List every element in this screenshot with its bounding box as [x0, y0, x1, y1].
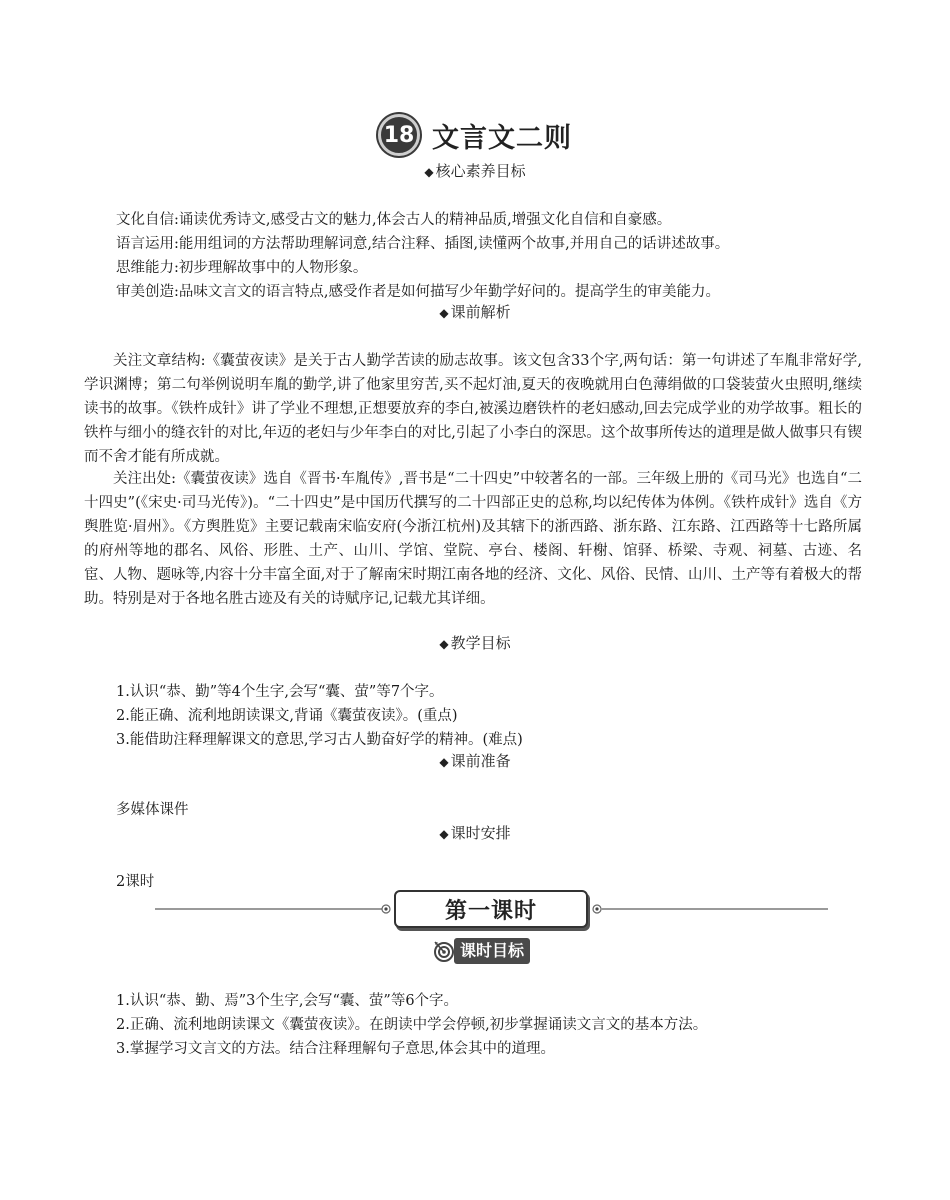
- lesson-goal-item: 1.认识“恭、勤、焉”3个生字,会写“囊、萤”等6个字。: [116, 993, 459, 1009]
- diamond-icon: ◆: [439, 306, 449, 320]
- goal-tag-label: 课时目标: [454, 938, 530, 964]
- section-heading-teaching-goals: [0, 632, 950, 653]
- lesson-banner: [394, 890, 588, 928]
- teaching-goal-item: 2.能正确、流利地朗读课文,背诵《囊萤夜读》。(重点): [116, 708, 458, 724]
- section-heading-text: 教学目标: [450, 634, 511, 652]
- analysis-paragraph-source: 关注出处:《囊萤夜读》选自《晋书·车胤传》,晋书是“二十四史”中较著名的一部。三年级上册的《司马光》也选自“二十四史”(《宋史·司马光传》)。“二十四史”是中国历代撰写的二十四部正史的总称,均以纪传体为体例。《铁杵成针》选自《方舆胜览·眉州》。《方舆胜览》主要记载南宋临安府(今浙江杭州)及其辖下的浙西路、浙东路、江东路、江西路等十七路所属的府州等地的郡名、风俗、形胜、土产、山川、学馆、堂院、亭台、楼阁、轩榭、馆驿、桥梁、寺观、祠墓、古迹、名宦、人物、题咏等,内容十分丰富全面,对于了解南宋时期江南各地的经济、文化、风俗、民情、山川、土产等有着极大的帮助。特别是对于各地名胜古迹及有关的诗赋序记,记载尤其详细。: [84, 471, 862, 607]
- lesson-goal-tag: [432, 938, 530, 964]
- diamond-icon: ◆: [439, 755, 449, 769]
- teaching-goal-item: 1.认识“恭、勤”等4个生字,会写“囊、萤”等7个字。: [116, 684, 444, 700]
- lesson-title: 文言文二则: [432, 122, 572, 154]
- schedule-text: 2课时: [116, 874, 155, 890]
- section-heading-text: 核心素养目标: [435, 162, 526, 180]
- section-heading-text: 课时安排: [450, 824, 511, 842]
- section-heading-text: 课前解析: [450, 303, 511, 321]
- banner-dot-left-icon: [381, 904, 391, 914]
- section-heading-text: 课前准备: [450, 752, 511, 770]
- section-heading-schedule: [0, 822, 950, 843]
- core-goal-item: 审美创造:品味文言文的语言特点,感受作者是如何描写少年勤学好问的。提高学生的审美能力。: [116, 284, 720, 300]
- core-goal-item: 语言运用:能用组词的方法帮助理解词意,结合注释、插图,读懂两个故事,并用自己的话讲述故事。: [116, 236, 730, 252]
- section-heading-preparation: [0, 750, 950, 771]
- banner-rule-right: [600, 908, 828, 910]
- section-heading-analysis: [0, 301, 950, 322]
- analysis-paragraph-structure: 关注文章结构:《囊萤夜读》是关于古人勤学苦读的励志故事。该文包含33个字,两句话：第一句讲述了车胤非常好学,学识渊博；第二句举例说明车胤的勤学,讲了他家里穷苦,买不起灯油,夏天的夜晚就用白色薄绢做的口袋装萤火虫照明,继续读书的故事。《铁杵成针》讲了学业不理想,正想要放弃的李白,被溪边磨铁杵的老妇感动,回去完成学业的劝学故事。粗长的铁杵与细小的缝衣针的对比,年迈的老妇与少年李白的对比,引起了小李白的深思。这个故事所传达的道理是做人做事只有锲而不舍才能有所成就。: [84, 353, 862, 465]
- core-goal-item: 思维能力:初步理解故事中的人物形象。: [116, 260, 368, 276]
- core-goal-item: 文化自信:诵读优秀诗文,感受古文的魅力,体会古人的精神品质,增强文化自信和自豪感。: [116, 212, 672, 228]
- diamond-icon: ◆: [424, 165, 434, 179]
- section-heading-core-goals: [0, 160, 950, 181]
- lesson-number-badge: 18: [378, 114, 420, 156]
- teaching-goal-item: 3.能借助注释理解课文的意思,学习古人勤奋好学的精神。(难点): [116, 732, 523, 748]
- target-icon: [432, 939, 456, 963]
- lesson-goal-item: 3.掌握学习文言文的方法。结合注释理解句子意思,体会其中的道理。: [116, 1041, 555, 1057]
- banner-rule-left: [155, 908, 387, 910]
- lesson-header: [0, 114, 950, 156]
- lesson-goal-item: 2.正确、流利地朗读课文《囊萤夜读》。在朗读中学会停顿,初步掌握诵读文言文的基本方法。: [116, 1017, 708, 1033]
- diamond-icon: ◆: [439, 827, 449, 841]
- diamond-icon: ◆: [439, 637, 449, 651]
- preparation-text: 多媒体课件: [116, 802, 189, 818]
- lesson-banner-text: 第一课时: [444, 898, 537, 924]
